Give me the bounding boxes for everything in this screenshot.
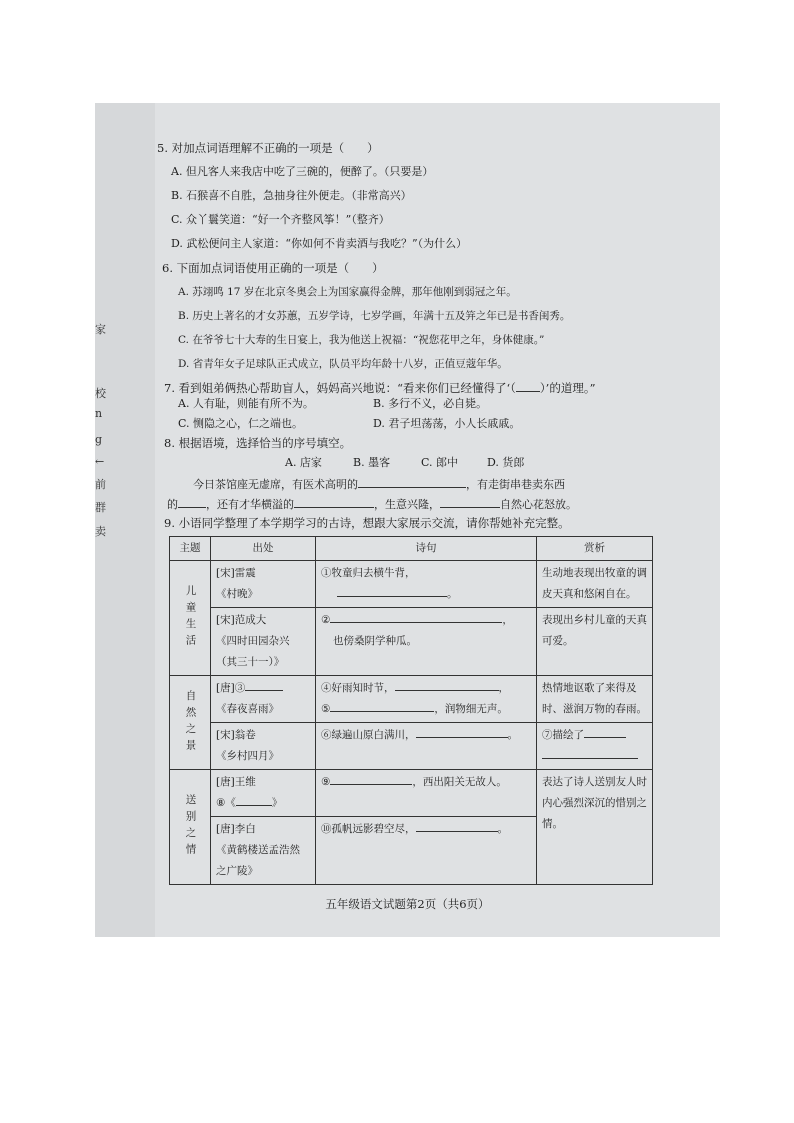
q8-choice-a: A. 店家 [285, 456, 322, 469]
source-author: [宋]雷震 [216, 567, 256, 579]
q7-stem-b: ）’的道理。” [539, 381, 596, 395]
source-title: 《四时田园杂兴（其三十一）》 [216, 635, 290, 668]
source-cell [211, 817, 316, 885]
page-footer: 五年级语文试题第2页（共6页） [325, 897, 490, 911]
q5-stem: 5. 对加点词语理解不正确的一项是（ ） [157, 141, 379, 155]
verse-blank-4[interactable] [395, 679, 499, 691]
q8-blank-3[interactable] [294, 496, 374, 508]
source-author: [宋]范成大 [216, 614, 267, 626]
table-row [170, 723, 653, 770]
verse-blank-6[interactable] [416, 726, 508, 738]
verse-label: ② [321, 614, 331, 626]
verse-blank-1[interactable] [337, 585, 447, 597]
source-title-close: 》 [271, 797, 283, 809]
q8-text: 自然心花怒放。 [500, 498, 577, 511]
q7-stem-a: 7. 看到姐弟俩热心帮助盲人，妈妈高兴地说：“看来你们已经懂得了‘（ [164, 381, 516, 395]
theme-cell: 自然之景 [170, 676, 211, 770]
q8-text: 今日茶馆座无虚席，有医术高明的 [193, 478, 358, 491]
margin-char: 前 [95, 478, 106, 491]
verse-line: ④好雨知时节， [321, 682, 395, 694]
verse-blank-5[interactable] [330, 700, 434, 712]
q6-option-c: C. 在爷爷七十大寿的生日宴上，我为他送上祝福：“祝您花甲之年，身体健康。” [178, 334, 545, 346]
source-title: 《春夜喜雨》 [216, 703, 279, 715]
q8-choice-b: B. 墨客 [353, 456, 391, 469]
source-cell [211, 561, 316, 608]
margin-char: 卖 [95, 525, 106, 538]
q8-text: 的 [167, 498, 178, 511]
verse-cell [316, 770, 537, 817]
q6-stem: 6. 下面加点词语使用正确的一项是（ ） [162, 261, 384, 275]
q8-blank-2[interactable] [178, 496, 206, 508]
source-author: [宋]翁卷 [216, 729, 256, 741]
source-title-open: ⑧《 [216, 797, 236, 809]
title-blank-8[interactable] [236, 794, 272, 806]
q8-choice-d: D. 货郎 [487, 456, 525, 469]
verse-label: ⑨ [321, 776, 331, 788]
source-author: [唐]③ [216, 682, 246, 694]
source-cell [211, 770, 316, 817]
verse-label: ⑤ [321, 703, 331, 715]
q5-option-b: B. 石猴喜不自胜，急抽身往外便走。（非常高兴） [171, 189, 412, 202]
analysis-cell: 热情地讴歌了来得及时、滋润万物的春雨。 [537, 676, 653, 723]
margin-char: n [95, 407, 103, 420]
margin-char: g [95, 433, 103, 446]
q7-option-c: C. 恻隐之心，仁之端也。 [178, 417, 304, 430]
source-cell [211, 676, 316, 723]
left-page-edge [95, 103, 155, 937]
margin-char: 群 [95, 501, 106, 514]
table-row [170, 770, 653, 817]
source-title: 《黄鹤楼送孟浩然之广陵》 [216, 844, 300, 877]
analysis-blank-7[interactable] [584, 726, 626, 738]
author-blank-3[interactable] [245, 679, 283, 691]
source-author: [唐]王维 [216, 776, 256, 788]
verse-cell: ④好雨知时节， ， ⑤ ，润物细无声。 [316, 676, 537, 723]
q8-blank-1[interactable] [358, 476, 466, 488]
header-source: 出处 [211, 537, 316, 561]
margin-char: ← [95, 455, 105, 468]
q7-option-b: B. 多行不义，必自毙。 [373, 397, 488, 410]
q6-option-b: B. 历史上著名的才女苏蕙，五岁学诗，七岁学画，年满十五及笄之年已是书香闺秀。 [178, 310, 571, 322]
header-theme: 主题 [170, 537, 211, 561]
margin-char: 校 [95, 387, 106, 400]
poem-table [169, 536, 653, 885]
verse-blank-10[interactable] [416, 820, 498, 832]
q8-text: ，还有才华横溢的 [206, 498, 294, 511]
q5-option-c: C. 众丫鬟笑道：“好一个齐整风筝！”（整齐） [171, 213, 390, 226]
q8-choice-c: C. 郎中 [421, 456, 459, 469]
q6-option-a: A. 苏翊鸣 17 岁在北京冬奥会上为国家赢得金牌，那年他刚到弱冠之年。 [178, 286, 517, 298]
table-row [170, 608, 653, 676]
verse-line: ，润物细无声。 [434, 703, 508, 715]
q8-stem: 8. 根据语境，选择恰当的序号填空。 [164, 436, 352, 450]
q5-option-a: A. 但凡客人来我店中吃了三碗的，便醉了。（只要是） [171, 165, 434, 178]
verse-cell: ①牧童归去横牛背， 。 [316, 561, 537, 608]
source-author: [唐]李白 [216, 823, 256, 835]
q5-option-d: D. 武松便问主人家道：“你如何不肯卖酒与我吃？”（为什么） [171, 237, 468, 250]
header-verse: 诗句 [316, 537, 537, 561]
source-title: 《村晚》 [216, 588, 258, 600]
theme-cell: 送别之情 [170, 770, 211, 885]
analysis-cell: 生动地表现出牧童的调皮天真和悠闲自在。 [537, 561, 653, 608]
q7-option-a: A. 人有耻，则能有所不为。 [178, 397, 314, 410]
q7-stem [164, 380, 595, 395]
q8-text: ，有走街串巷卖东西 [466, 478, 565, 491]
analysis-text: ⑦描绘了 [542, 729, 584, 741]
verse-blank-2[interactable] [330, 611, 502, 623]
analysis-cell: 表达了诗人送别友人时内心强烈深沉的惜别之情。 [537, 770, 653, 885]
verse-line: 也傍桑阴学种瓜。 [333, 635, 417, 647]
verse-line: ①牧童归去横牛背， [321, 567, 416, 579]
source-cell [211, 723, 316, 770]
source-cell [211, 608, 316, 676]
analysis-cell [537, 723, 653, 770]
theme-cell: 儿童生活 [170, 561, 211, 676]
q7-option-d: D. 君子坦荡荡，小人长戚戚。 [373, 417, 521, 430]
margin-char: 家 [95, 323, 106, 336]
verse-cell: ⑥绿遍山原白满川， 。 [316, 723, 537, 770]
q8-passage-line2 [167, 496, 577, 512]
verse-cell: ② ， 也傍桑阴学种瓜。 [316, 608, 537, 676]
verse-line: ⑥绿遍山原白满川， [321, 729, 416, 741]
q7-answer-blank[interactable] [516, 380, 540, 392]
analysis-cell: 表现出乡村儿童的天真可爱。 [537, 608, 653, 676]
q8-passage-line1 [193, 476, 565, 492]
table-header-row [170, 537, 653, 561]
header-analysis: 赏析 [537, 537, 653, 561]
verse-line: ⑩孤帆远影碧空尽， [321, 823, 416, 835]
table-row [170, 561, 653, 608]
table-row [170, 676, 653, 723]
q8-text: ，生意兴隆， [374, 498, 440, 511]
verse-blank-9[interactable] [330, 773, 412, 785]
q6-option-d: D. 省青年女子足球队正式成立，队员平均年龄十八岁，正值豆蔻年华。 [178, 358, 508, 370]
q8-blank-4[interactable] [440, 496, 500, 508]
analysis-blank-7b[interactable] [542, 747, 638, 759]
source-title: 《乡村四月》 [216, 750, 279, 762]
verse-cell: ⑩孤帆远影碧空尽， 。 [316, 817, 537, 885]
q9-stem: 9. 小语同学整理了本学期学习的古诗，想跟大家展示交流，请你帮她补充完整。 [164, 516, 570, 530]
verse-line: ，西出阳关无故人。 [412, 776, 507, 788]
